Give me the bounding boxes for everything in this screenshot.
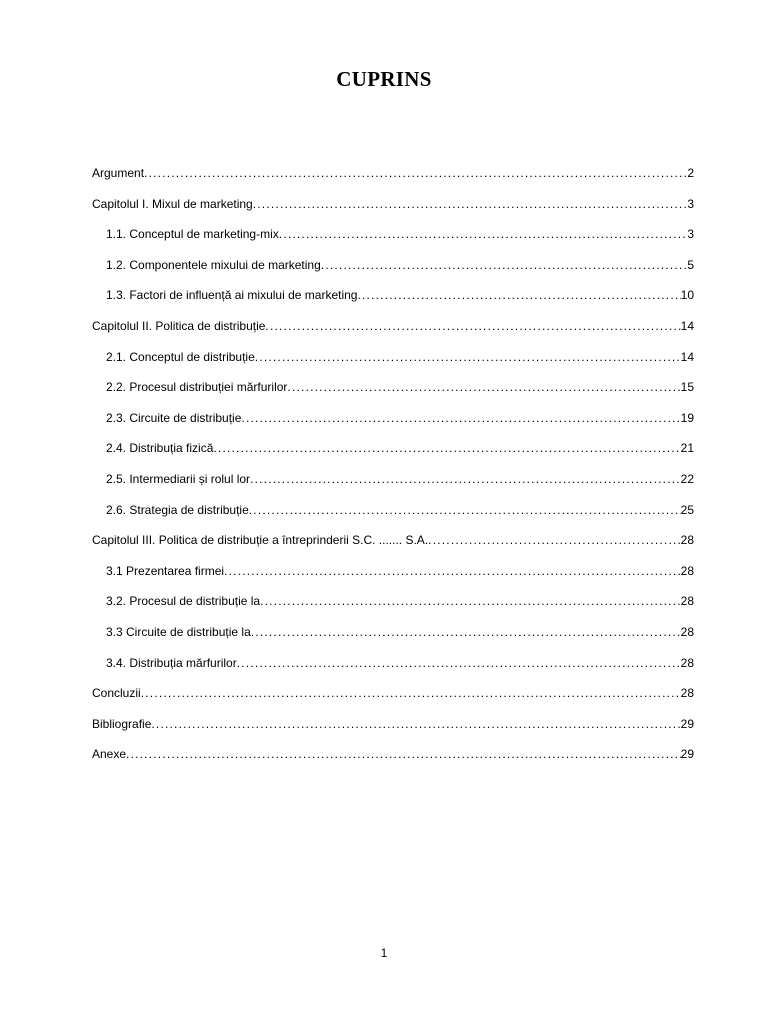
toc-entry-label: 1.3. Factori de influență ai mixului de marketing [106,288,358,303]
toc-entry[interactable] [106,561,694,581]
toc-entry-label: 1.2. Componentele mixului de marketing [106,257,321,272]
toc-entry[interactable] [92,316,694,336]
toc-entry-page: 29 [680,716,694,731]
toc-entry-label: Argument [92,166,145,180]
toc-entry-label: 2.1. Conceptul de distribuție [106,349,255,364]
toc-dot-leader [260,591,681,611]
toc-entry[interactable] [106,500,694,520]
toc-entry-page: 2 [687,166,694,180]
toc-dot-leader [241,408,680,428]
toc-entry-label: 3.3 Circuite de distribuție la [106,625,251,639]
toc-entry-label: Bibliografie [92,716,152,731]
toc-entry[interactable] [106,347,694,367]
toc-entry[interactable] [106,469,694,489]
toc-entry-page: 28 [680,594,694,609]
toc-entry-page: 28 [680,686,694,701]
toc-entry-page: 21 [680,441,694,456]
toc-entry[interactable] [106,622,694,642]
toc-entry-label: Anexe [92,747,127,762]
page-title: CUPRINS [336,67,432,91]
toc-entry-page: 22 [680,472,694,486]
toc-entry[interactable] [92,194,694,214]
toc-dot-leader [255,347,681,367]
toc-dot-leader [237,653,681,673]
toc-entry-page: 5 [687,257,694,272]
toc-dot-leader [279,224,688,244]
toc-entry-label: 3.1 Prezentarea firmei [106,563,225,578]
toc-entry[interactable] [92,714,694,734]
toc-dot-leader [253,194,688,214]
toc-entry-page: 19 [680,410,694,425]
toc-entry-page: 25 [680,502,694,517]
toc-dot-leader [224,561,681,581]
toc-entry-label: 2.3. Circuite de distribuție [106,410,242,425]
toc-entry-page: 15 [680,380,694,395]
toc-dot-leader [321,255,688,275]
page-number: 1 [380,946,388,960]
toc-dot-leader [144,163,687,183]
toc-entry[interactable] [106,438,694,458]
toc-dot-leader [126,744,681,764]
toc-dot-leader [265,316,680,336]
toc-entry[interactable] [92,163,694,183]
toc-entry[interactable] [92,530,694,550]
toc-dot-leader [428,530,680,550]
toc-dot-leader [213,438,680,458]
toc-entry-label: 2.4. Distribuția fizică [106,441,214,456]
toc-dot-leader [249,500,681,520]
toc-entry[interactable] [106,591,694,611]
toc-entry-label: 2.2. Procesul distribuției mărfurilor [106,380,288,395]
toc-entry-page: 28 [680,625,694,639]
toc-entry[interactable] [106,653,694,673]
toc-entry-page: 14 [680,349,694,364]
toc-entry-page: 3 [687,196,694,211]
toc-entry[interactable] [92,744,694,764]
toc-dot-leader [141,683,681,703]
toc-entry-label: Capitolul I. Mixul de marketing [92,196,253,211]
toc-entry-label: Capitolul III. Politica de distribuție a întreprinderii S.C. ....... S.A. [92,533,429,548]
toc-dot-leader [251,622,681,642]
toc-entry[interactable] [106,408,694,428]
toc-entry-label: 2.5. Intermediarii și rolul lor [106,472,251,486]
toc-entry-label: 3.4. Distribuția mărfurilor [106,655,237,670]
toc-entry-page: 3 [687,227,694,242]
toc-entry-page: 14 [680,319,694,333]
toc-entry-label: 3.2. Procesul de distribuție la [106,594,261,609]
toc-dot-leader [250,469,681,489]
toc-entry[interactable] [106,224,694,244]
toc-entry[interactable] [106,377,694,397]
toc-entry-page: 28 [680,563,694,578]
toc-entry-label: Concluzii [92,686,141,701]
toc-entry[interactable] [106,285,694,305]
toc-entry-page: 10 [680,288,694,303]
toc-entry-page: 29 [680,747,694,762]
toc-entry[interactable] [92,683,694,703]
toc-entry[interactable] [106,255,694,275]
toc-dot-leader [151,714,680,734]
toc-entry-page: 28 [680,533,694,548]
toc-entry-label: 1.1. Conceptul de marketing-mix [106,227,279,242]
toc-dot-leader [357,285,680,305]
toc-entry-page: 28 [680,655,694,670]
toc-entry-label: Capitolul II. Politica de distribuție [92,319,266,333]
toc-entry-label: 2.6. Strategia de distribuție [106,502,249,517]
toc-dot-leader [287,377,680,397]
